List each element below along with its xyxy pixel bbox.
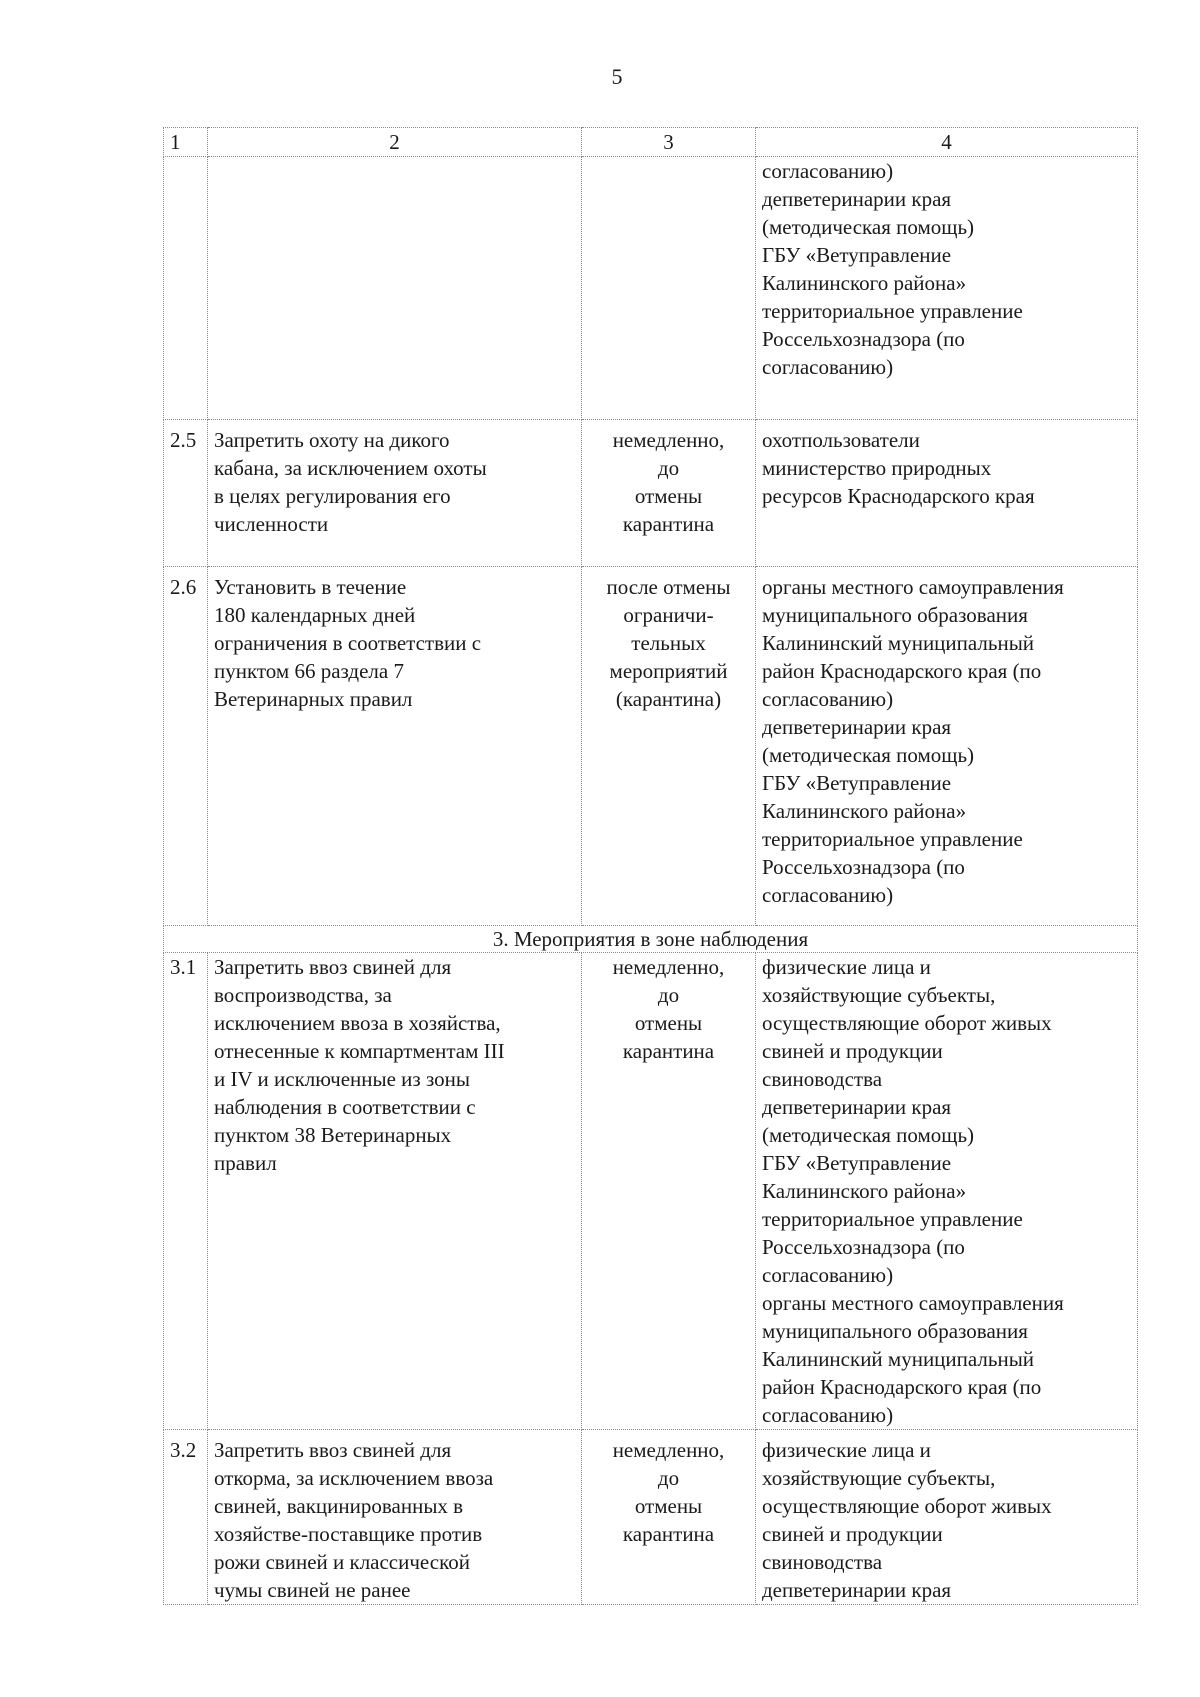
- cell-line: свиней и продукции: [762, 1522, 943, 1546]
- action-cell: [208, 420, 582, 567]
- cell-line: согласованию): [762, 1263, 894, 1287]
- cell-line: согласованию): [762, 883, 894, 907]
- action-cell: [208, 1430, 582, 1605]
- cell-line: карантина: [622, 1039, 715, 1063]
- cell-line: ограничения в соответствии с: [214, 631, 482, 655]
- cell-line: согласованию): [762, 355, 894, 379]
- cell-line: свиней, вакцинированных в: [214, 1494, 464, 1518]
- cell-line: осуществляющие оборот живых: [762, 1011, 1052, 1035]
- cell-line: территориальное управление: [762, 827, 1023, 851]
- cell-line: депветеринарии края: [762, 715, 952, 739]
- cell-line: отмены: [634, 484, 703, 508]
- timing-cell: [582, 567, 756, 926]
- cell-line: охотпользователи: [762, 428, 920, 452]
- cell-line: Россельхознадзора (по: [762, 855, 965, 879]
- cell-line: хозяйствующие субъекты,: [762, 1466, 996, 1490]
- cell-line: откорма, за исключением ввоза: [214, 1466, 494, 1490]
- cell-line: Запретить ввоз свиней для: [214, 1438, 452, 1462]
- cell-line: воспроизводства, за: [214, 983, 392, 1007]
- cell-line: муниципального образования: [762, 1319, 1028, 1343]
- cell-line: Калининского района»: [762, 1179, 967, 1203]
- table-row: [164, 953, 1138, 1430]
- responsible-cell: [756, 567, 1138, 926]
- cell-line: физические лица и: [762, 1438, 931, 1462]
- table-row: [164, 157, 1138, 420]
- cell-line: Калининского района»: [762, 799, 967, 823]
- cell-line: Запретить охоту на дикого: [214, 428, 450, 452]
- cell-line: пунктом 66 раздела 7: [214, 659, 404, 683]
- table-row: [164, 1430, 1138, 1605]
- responsible-cell: [756, 953, 1138, 1430]
- cell-line: карантина: [622, 512, 715, 536]
- cell-line: ГБУ «Ветуправление: [762, 771, 952, 795]
- cell-line: органы местного самоуправления: [762, 1291, 1064, 1315]
- cell-line: (методическая помощь): [762, 215, 975, 239]
- cell-line: немедленно,: [612, 428, 725, 452]
- item-number: 2.6: [164, 567, 208, 926]
- cell-line: (карантина): [615, 687, 722, 711]
- cell-line: карантина: [622, 1522, 715, 1546]
- cell-line: Установить в течение: [214, 575, 407, 599]
- timing-cell: [582, 1430, 756, 1605]
- cell-line: рожи свиней и классической: [214, 1550, 470, 1574]
- section-title-row: [164, 926, 1138, 953]
- timing-cell: [582, 420, 756, 567]
- item-number: 2.5: [164, 420, 208, 567]
- item-number: [164, 157, 208, 420]
- cell-line: отнесенные к компартментам III: [214, 1039, 505, 1063]
- cell-line: и IV и исключенные из зоны: [214, 1067, 470, 1091]
- header-col-2: 2: [208, 128, 582, 157]
- cell-line: физические лица и: [762, 955, 931, 979]
- cell-line: муниципального образования: [762, 603, 1028, 627]
- section-title: 3. Мероприятия в зоне наблюдения: [164, 926, 1138, 953]
- cell-line: Калининский муниципальный: [762, 631, 1035, 655]
- cell-line: чумы свиней не ранее: [214, 1578, 411, 1602]
- timing-cell: [582, 157, 756, 420]
- header-col-3: 3: [582, 128, 756, 157]
- action-cell: [208, 157, 582, 420]
- cell-line: правил: [214, 1151, 277, 1175]
- cell-line: Запретить ввоз свиней для: [214, 955, 452, 979]
- cell-line: Россельхознадзора (по: [762, 327, 965, 351]
- page-number: 5: [611, 64, 623, 89]
- cell-line: мероприятий: [609, 659, 728, 683]
- cell-line: свиноводства: [762, 1067, 883, 1091]
- cell-line: ГБУ «Ветуправление: [762, 243, 952, 267]
- cell-line: кабана, за исключением охоты: [214, 456, 487, 480]
- cell-line: свиноводства: [762, 1550, 883, 1574]
- cell-line: осуществляющие оборот живых: [762, 1494, 1052, 1518]
- cell-line: Ветеринарных правил: [214, 687, 413, 711]
- cell-line: согласованию): [762, 159, 894, 183]
- cell-line: ограничи-: [623, 603, 714, 627]
- cell-line: район Краснодарского края (по: [762, 659, 1042, 683]
- measures-table: [163, 127, 1138, 1605]
- cell-line: район Краснодарского края (по: [762, 1375, 1042, 1399]
- cell-line: 180 календарных дней: [214, 603, 416, 627]
- action-cell: [208, 953, 582, 1430]
- header-col-1: 1: [164, 128, 208, 157]
- cell-line: свиней и продукции: [762, 1039, 943, 1063]
- cell-line: тельных: [631, 631, 706, 655]
- header-col-4: 4: [756, 128, 1138, 157]
- responsible-cell: [756, 420, 1138, 567]
- cell-line: депветеринарии края: [762, 1095, 952, 1119]
- cell-line: депветеринарии края: [762, 1578, 952, 1602]
- cell-line: численности: [214, 512, 329, 536]
- cell-line: (методическая помощь): [762, 743, 975, 767]
- item-number: 3.1: [164, 953, 208, 1430]
- responsible-cell: [756, 1430, 1138, 1605]
- cell-line: до: [657, 1466, 680, 1490]
- cell-line: наблюдения в соответствии с: [214, 1095, 476, 1119]
- cell-line: Россельхознадзора (по: [762, 1235, 965, 1259]
- cell-line: отмены: [634, 1011, 703, 1035]
- cell-line: (методическая помощь): [762, 1123, 975, 1147]
- item-number: 3.2: [164, 1430, 208, 1605]
- cell-line: депветеринарии края: [762, 187, 952, 211]
- timing-cell: [582, 953, 756, 1430]
- table-row: [164, 567, 1138, 926]
- cell-line: согласованию): [762, 687, 894, 711]
- table-header-row: [164, 128, 1138, 157]
- cell-line: до: [657, 456, 680, 480]
- cell-line: Калининский муниципальный: [762, 1347, 1035, 1371]
- cell-line: немедленно,: [612, 955, 725, 979]
- cell-line: после отмены: [606, 575, 731, 599]
- cell-line: хозяйствующие субъекты,: [762, 983, 996, 1007]
- action-cell: [208, 567, 582, 926]
- cell-line: исключением ввоза в хозяйства,: [214, 1011, 501, 1035]
- cell-line: министерство природных: [762, 456, 992, 480]
- cell-line: органы местного самоуправления: [762, 575, 1064, 599]
- cell-line: хозяйстве-поставщике против: [214, 1522, 483, 1546]
- cell-line: Калининского района»: [762, 271, 967, 295]
- responsible-cell: [756, 157, 1138, 420]
- cell-line: ГБУ «Ветуправление: [762, 1151, 952, 1175]
- cell-line: территориальное управление: [762, 299, 1023, 323]
- cell-line: в целях регулирования его: [214, 484, 451, 508]
- cell-line: согласованию): [762, 1403, 894, 1427]
- table-row: [164, 420, 1138, 567]
- cell-line: территориальное управление: [762, 1207, 1023, 1231]
- cell-line: немедленно,: [612, 1438, 725, 1462]
- cell-line: отмены: [634, 1494, 703, 1518]
- cell-line: ресурсов Краснодарского края: [762, 484, 1035, 508]
- cell-line: пунктом 38 Ветеринарных: [214, 1123, 452, 1147]
- cell-line: до: [657, 983, 680, 1007]
